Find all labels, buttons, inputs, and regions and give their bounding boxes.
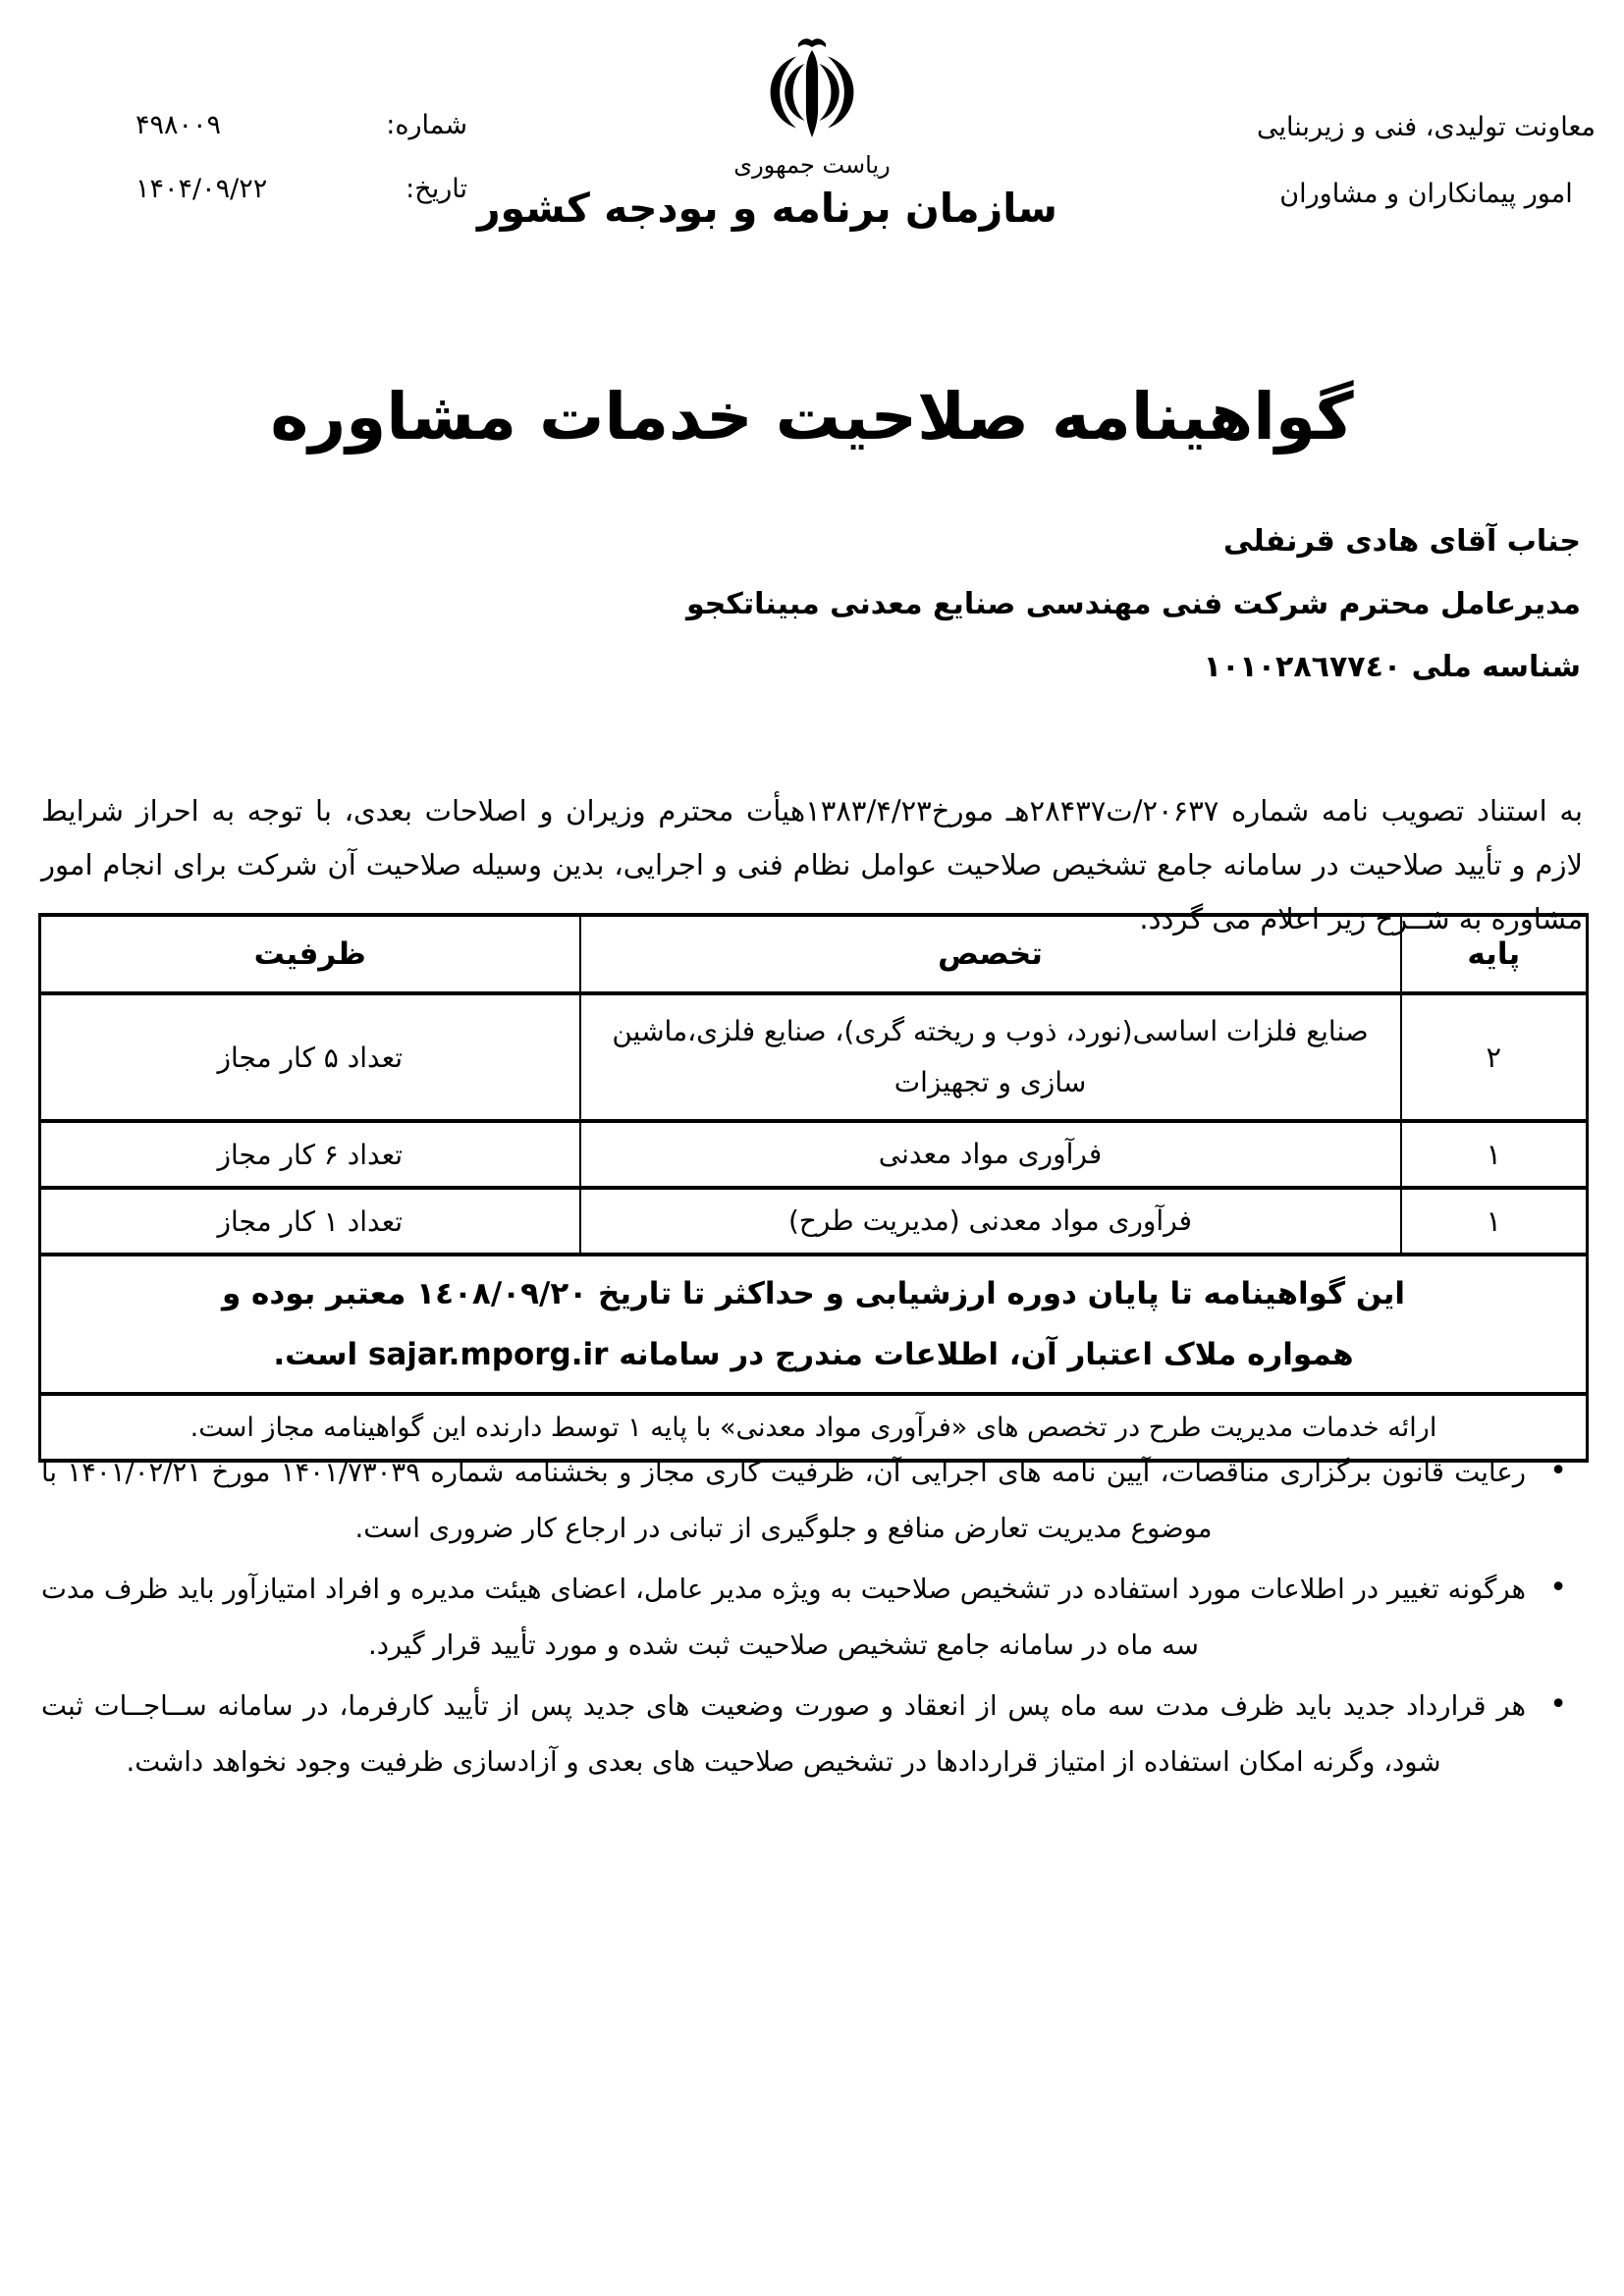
document-number-value: ۴۹۸۰۰۹ — [135, 110, 222, 140]
presidency-caption: ریاست جمهوری — [733, 151, 891, 179]
capacity-cell: تعداد ۱ کار مجاز — [40, 1188, 580, 1255]
capacity-cell: تعداد ۶ کار مجاز — [40, 1121, 580, 1188]
bullet-icon: • — [1549, 1454, 1567, 1488]
footnote-item — [41, 1445, 1583, 1557]
addressee-role: مدیرعامل محترم شرکت فنی مهندسی صنایع معدنی مبیناتکجو — [686, 587, 1581, 621]
footnote-item — [41, 1679, 1583, 1790]
table-row — [40, 1188, 1588, 1255]
bullet-icon: • — [1549, 1571, 1567, 1605]
intro-paragraph: به استناد تصویب نامه شماره ۲۰۶۳۷/ت۲۸۴۳۷هـ مورخ۱۳۸۳/۴/۲۳هیأت محترم وزیران و اصلاحات بعدی، با توجه به احراز شرایط لازم و تأیید صلاحیت در سامانه جامع تشخیص صلاحیت عوامل نظام فنی و اجرایی، بدین وسیله صلاحیت آن شرکت برای انجام امور مشاوره به شــرح زیر اعلام می گردد. — [41, 794, 1583, 935]
addressee-national-id: شناسه ملی ١٠١٠٢٨٦٧٧٤٠ — [1203, 650, 1581, 684]
validity-note-line1: این گواهینامه تا پایان دوره ارزشیابی و حداکثر تا تاریخ ١٤٠٨/٠٩/٢٠ معتبر بوده و — [221, 1276, 1406, 1311]
specialty-cell: صنایع فلزات اساسی(نورد، ذوب و ریخته گری)، صنایع فلزی،ماشین سازی و تجهیزات — [580, 993, 1401, 1121]
department-header — [1257, 112, 1596, 209]
footnote-item — [41, 1562, 1583, 1674]
organization-name: سازمان برنامه و بودجه کشور — [476, 185, 1057, 232]
column-header-capacity: ظرفیت — [40, 915, 580, 993]
specialty-cell: فرآوری مواد معدنی (مدیریت طرح) — [580, 1188, 1401, 1255]
validity-row — [40, 1255, 1588, 1394]
document-date-label: تاریخ: — [406, 174, 467, 204]
document-number-label: شماره: — [386, 110, 467, 140]
validity-note — [40, 1255, 1588, 1394]
column-header-specialty: تخصص — [580, 915, 1401, 993]
document-number-row — [135, 110, 467, 140]
document-date-row — [135, 174, 467, 204]
document-date-value: ۱۴۰۴/۰۹/۲۲ — [135, 174, 268, 204]
document-meta — [135, 110, 467, 204]
bullet-icon: • — [1549, 1687, 1567, 1722]
affairs-line: امور پیمانکاران و مشاوران — [1279, 179, 1573, 209]
organization-header — [476, 35, 1057, 232]
iran-emblem-icon — [763, 35, 861, 149]
base-cell: ۲ — [1401, 993, 1588, 1121]
capacity-cell: تعداد ۵ کار مجاز — [40, 993, 580, 1121]
deputy-line: معاونت تولیدی، فنی و زیربنایی — [1257, 112, 1596, 142]
project-management-note: ارائه خدمات مدیریت طرح در تخصص های «فرآوری مواد معدنی» با پایه ۱ توسط دارنده این گواهینامه مجاز است. — [40, 1394, 1588, 1461]
addressee-name: جناب آقای هادی قرنفلی — [1222, 524, 1581, 559]
base-cell: ۱ — [1401, 1188, 1588, 1255]
specialty-cell: فرآوری مواد معدنی — [580, 1121, 1401, 1188]
certificate-title: گواهینامه صلاحیت خدمات مشاوره — [270, 379, 1354, 454]
addressee-block — [43, 510, 1581, 699]
footnotes-list — [41, 1445, 1583, 1795]
column-header-base: پایه — [1401, 915, 1588, 993]
footnote-text: رعایت قانون برگزاری مناقصات، آیین نامه های اجرایی آن، ظرفیت کاری مجاز و بخشنامه شماره ۱۴۰۱/۷۳۰۳۹ مورخ ۱۴۰۱/۰۲/۲۱ با موضوع مدیریت تعارض منافع و جلوگیری از تبانی در ارجاع کار ضروری است. — [41, 1457, 1527, 1544]
base-cell: ۱ — [1401, 1121, 1588, 1188]
validity-note-line2: همواره ملاک اعتبار آن، اطلاعات مندرج در سامانه sajar.mporg.ir است. — [273, 1337, 1354, 1372]
table-row — [40, 993, 1588, 1121]
table-header-row — [40, 915, 1588, 993]
footnote-text: هرگونه تغییر در اطلاعات مورد استفاده در تشخیص صلاحیت به ویژه مدیر عامل، اعضای هیئت مدیره و افراد امتیازآور باید ظرف مدت سه ماه در سامانه جامع تشخیص صلاحیت ثبت شده و مورد تأیید قرار گیرد. — [41, 1574, 1526, 1661]
footnote-text: هر قرارداد جدید باید ظرف مدت سه ماه پس از انعقاد و صورت وضعیت های جدید پس از تأیید کارفرما، در سامانه ســاجــات ثبت شود، وگرنه امکان استفاده از امتیاز قراردادها در تشخیص صلاحیت های بعدی و آزادسازی ظرفیت وجود نخواهد داشت. — [41, 1690, 1526, 1778]
table-row — [40, 1121, 1588, 1188]
qualification-table — [38, 913, 1589, 1463]
